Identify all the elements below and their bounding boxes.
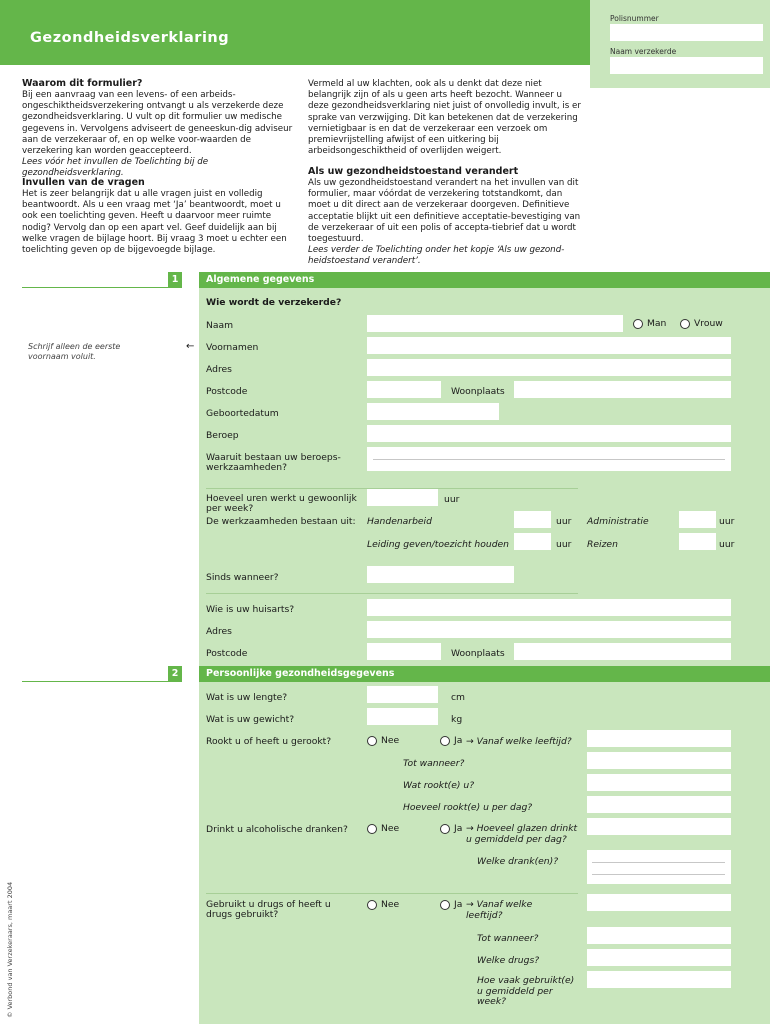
adres-field[interactable] — [367, 359, 731, 376]
gewicht-field[interactable] — [367, 708, 438, 725]
radio-circle-icon — [367, 900, 377, 910]
postcode-field[interactable] — [367, 381, 441, 398]
hoe-vaak-field[interactable] — [587, 971, 731, 988]
man-label: Man — [647, 318, 667, 329]
als-note: Lees verder de Toelichting onder het kopje ‘Als uw gezond-heidstoestand verandert’. — [308, 245, 565, 267]
administratie-label: Administratie — [587, 516, 649, 527]
woonplaats-field[interactable] — [514, 381, 731, 398]
als-body: Als uw gezondheidstoestand verandert na het invullen van dit formulier, maar vóórdat de verzekering totstandkomt, dan moet u dit direct aan de verzekeraar doorgeven. Definitieve acceptatie blijkt uit een definitieve acceptatie-bevestiging van de verzekeraar of uit een polis of accepta-tiebrief dat u wordt toegestuurd. — [308, 178, 581, 245]
arrow-right-icon: → — [466, 823, 477, 834]
vanaf-leeftijd-label — [466, 736, 572, 747]
radio-circle-icon — [367, 736, 377, 746]
voornamen-label: Voornamen — [206, 342, 259, 353]
gewicht-label: Wat is uw gewicht? — [206, 714, 295, 725]
dotted-line — [592, 862, 725, 863]
dotted-line — [373, 459, 725, 460]
sinds-field[interactable] — [367, 566, 514, 583]
administratie-field[interactable] — [679, 511, 716, 528]
hoe-vaak-label: Hoe vaak gebruikt(e) u gemiddeld per week? — [477, 975, 575, 1007]
welke-drugs-label: Welke drugs? — [477, 955, 540, 966]
beroep-field[interactable] — [367, 425, 731, 442]
woonplaats-label: Woonplaats — [451, 386, 505, 397]
section1-number: 1 — [168, 272, 182, 288]
policy-box — [590, 0, 770, 88]
werkzaamheden-label: De werkzaamheden bestaan uit: — [206, 516, 356, 527]
uur-label-leiding: uur — [556, 539, 572, 550]
geboortedatum-field[interactable] — [367, 403, 499, 420]
wat-rookt-field[interactable] — [587, 774, 731, 791]
page-title: Gezondheidsverklaring — [30, 30, 230, 46]
polisnummer-label: Polisnummer — [610, 14, 659, 23]
nee-label: Nee — [381, 899, 400, 910]
drugs-nee-radio[interactable] — [367, 899, 399, 910]
tot-wanneer-label: Tot wanneer? — [403, 758, 465, 769]
drugs-vanaf-field[interactable] — [587, 894, 731, 911]
naam-label: Naam — [206, 320, 234, 331]
vrouw-label: Vrouw — [694, 318, 723, 329]
divider — [206, 593, 578, 594]
beroep-label: Beroep — [206, 430, 239, 441]
naam-field[interactable] — [367, 315, 623, 332]
drugs-vanaf-label — [466, 900, 556, 921]
section2-number: 2 — [168, 666, 182, 682]
arrow-right-icon: → — [466, 736, 477, 747]
naam-verzekerde-field[interactable] — [610, 57, 763, 74]
header-bar — [0, 0, 590, 65]
huisarts-label: Wie is uw huisarts? — [206, 604, 295, 615]
divider — [206, 893, 578, 894]
drugs-tot-field[interactable] — [587, 927, 731, 944]
huisarts-postcode-field[interactable] — [367, 643, 441, 660]
copyright: © Verbond van Verzekeraars, maart 2004 — [6, 881, 14, 1018]
welke-drugs-field[interactable] — [587, 949, 731, 966]
hoeveel-rookt-field[interactable] — [587, 796, 731, 813]
drugs-vanaf-text: Vanaf welke leeftijd? — [466, 899, 533, 921]
drinkt-label: Drinkt u alcoholische dranken? — [206, 824, 348, 835]
ja-label: Ja — [454, 899, 463, 910]
radio-circle-icon — [440, 900, 450, 910]
waarom-heading: Waarom dit formulier? — [22, 78, 143, 89]
wie-verzekerde: Wie wordt de verzekerde? — [206, 297, 342, 308]
ja-label: Ja — [454, 823, 463, 834]
nee-label: Nee — [381, 823, 400, 834]
postcode-label: Postcode — [206, 386, 248, 397]
welke-drank-label: Welke drank(en)? — [477, 856, 559, 867]
drugs-ja-radio[interactable] — [440, 899, 462, 910]
radio-circle-icon — [440, 736, 450, 746]
huisarts-woonplaats-field[interactable] — [514, 643, 731, 660]
wat-rookt-label: Wat rookt(e) u? — [403, 780, 475, 791]
kg-label: kg — [451, 714, 463, 725]
waarom-note: Lees vóór het invullen de Toelichting bij de gezondheidsverklaring. — [22, 157, 209, 179]
section2-rule — [22, 681, 182, 682]
huisarts-adres-label: Adres — [206, 626, 232, 637]
man-radio[interactable] — [633, 318, 666, 329]
adres-label: Adres — [206, 364, 232, 375]
section1-title: Algemene gegevens — [206, 274, 315, 285]
rookt-ja-radio[interactable] — [440, 735, 462, 746]
uur-label: uur — [444, 494, 460, 505]
lengte-label: Wat is uw lengte? — [206, 692, 288, 703]
section1-rule — [22, 287, 182, 288]
hoeveel-uren-label: Hoeveel uren werkt u gewoonlijk per week? — [206, 493, 357, 514]
vanaf-leeftijd-text: Vanaf welke leeftijd? — [476, 736, 572, 747]
drinkt-nee-radio[interactable] — [367, 823, 399, 834]
leiding-label: Leiding geven/toezicht houden — [367, 539, 509, 550]
leiding-field[interactable] — [514, 533, 551, 550]
waarom-body: Bij een aanvraag van een levens- of een arbeids-ongeschiktheidsverzekering ontvangt u als verzekerde deze gezondheidsverklaring. U vult op dit formulier uw medische gegevens in. Vervolgens adviseert de geneeskun-dig adviseur aan de verzekeraar of, en op welke voor-waarden de verzekering kan worden geaccepteerd. — [22, 90, 293, 157]
hoeveel-glazen-field[interactable] — [587, 818, 731, 835]
radio-circle-icon — [680, 319, 690, 329]
huisarts-adres-field[interactable] — [367, 621, 731, 638]
drugs-label: Gebruikt u drugs of heeft u drugs gebruikt? — [206, 899, 331, 920]
drugs-tot-label: Tot wanneer? — [477, 933, 539, 944]
hoeveel-rookt-label: Hoeveel rookt(e) u per dag? — [403, 802, 533, 813]
waarom-text — [22, 90, 298, 180]
sinds-label: Sinds wanneer? — [206, 572, 279, 583]
invullen-heading: Invullen van de vragen — [22, 177, 145, 188]
als-text — [308, 178, 584, 268]
reizen-field[interactable] — [679, 533, 716, 550]
voornamen-field[interactable] — [367, 337, 731, 354]
radio-circle-icon — [633, 319, 643, 329]
section1-bar — [199, 272, 770, 288]
vrouw-radio[interactable] — [680, 318, 723, 329]
uur-label-administratie: uur — [719, 516, 735, 527]
nee-label: Nee — [381, 735, 400, 746]
radio-circle-icon — [367, 824, 377, 834]
vanaf-leeftijd-field[interactable] — [587, 730, 731, 747]
lengte-field[interactable] — [367, 686, 438, 703]
naam-verzekerde-label: Naam verzekerde — [610, 47, 677, 56]
drinkt-ja-radio[interactable] — [440, 823, 462, 834]
vermeld-text: Vermeld al uw klachten, ook als u denkt dat deze niet belangrijk zijn of als u geen arts heeft bezocht. Wanneer u deze gezondheidsverklaring niet juist of onvolledig invult, is er sprake van verzwijging. Dit kan betekenen dat de verzekering vernietigbaar is en dat de verzekeraar een verzoek om premievrijstelling afwijst of een uitkering bij arbeidsongeschiktheid of overlijden weigert. — [308, 79, 581, 157]
waaruit-label: Waaruit bestaan uw beroeps-werkzaamheden? — [206, 452, 341, 473]
voornaam-note: Schrijf alleen de eerste voornaam voluit. — [28, 342, 121, 361]
arrow-right-icon: → — [466, 899, 477, 910]
als-heading: Als uw gezondheidstoestand verandert — [308, 166, 519, 177]
huisarts-postcode-label: Postcode — [206, 648, 248, 659]
uur-label-handenarbeid: uur — [556, 516, 572, 527]
cm-label: cm — [451, 692, 466, 703]
radio-circle-icon — [440, 824, 450, 834]
tot-wanneer-field[interactable] — [587, 752, 731, 769]
dotted-line — [592, 874, 725, 875]
hoeveel-glazen-label — [466, 824, 581, 845]
polisnummer-field[interactable] — [610, 24, 763, 41]
rookt-label: Rookt u of heeft u gerookt? — [206, 736, 332, 747]
uur-label-reizen: uur — [719, 539, 735, 550]
arrow-left-icon: ← — [186, 341, 195, 352]
huisarts-woonplaats-label: Woonplaats — [451, 648, 505, 659]
invullen-text: Het is zeer belangrijk dat u alle vragen juist en volledig beantwoordt. Als u een vraag met ‘Ja’ beantwoordt, moet u ook een toelichting geven. Heeft u daarvoor meer ruimte nodig? Vervolg dan op een apart vel. Geef duidelijk aan bij welke vragen de bijlage hoort. Bij vraag 3 moet u echter een toelichting geven op de bijgevoegde bijlage. — [22, 189, 287, 256]
hoeveel-glazen-text: Hoeveel glazen drinkt u gemiddeld per dag? — [466, 823, 578, 845]
reizen-label: Reizen — [587, 539, 618, 550]
huisarts-field[interactable] — [367, 599, 731, 616]
handenarbeid-label: Handenarbeid — [367, 516, 432, 527]
welke-drank-field[interactable] — [587, 850, 731, 884]
ja-label: Ja — [454, 735, 463, 746]
geboortedatum-label: Geboortedatum — [206, 408, 279, 419]
section2-bar — [199, 666, 770, 682]
section2-title: Persoonlijke gezondheidsgegevens — [206, 668, 395, 679]
uren-field[interactable] — [367, 489, 438, 506]
handenarbeid-field[interactable] — [514, 511, 551, 528]
rookt-nee-radio[interactable] — [367, 735, 399, 746]
